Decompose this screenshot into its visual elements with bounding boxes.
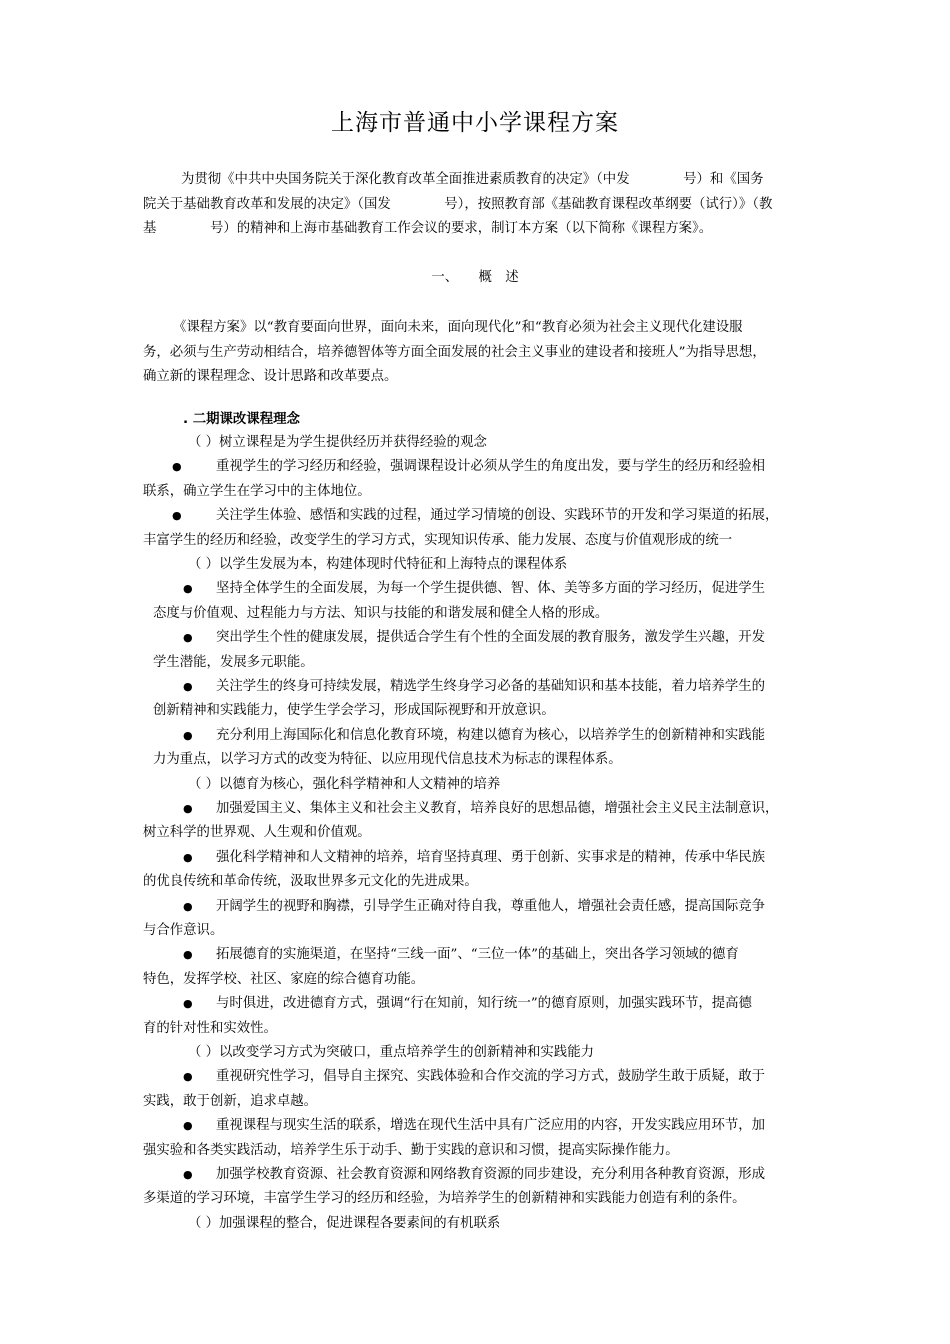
- list-item-text: 加强学校教育资源、社会教育资源和网络教育资源的同步建设，充分利用各种教育资源，形成: [216, 1167, 766, 1182]
- list-item-text: 关注学生体验、感悟和实践的过程，通过学习情境的创设、实践环节的开发和学习渠道的拓展，: [216, 508, 779, 524]
- list-item-text: 育的针对性和实效性。: [143, 1020, 277, 1036]
- list-item-text: 多渠道的学习环境，丰富学生学习的经历和经验，为培养学生的创新精神和实践能力创造有利的条件。: [143, 1191, 746, 1207]
- overview-line: 务，必须与生产劳动相结合，培养德智体等方面全面发展的社会主义事业的建设者和接班人”为指导思想，: [143, 344, 766, 360]
- page-title: 上海市普通中小学课程方案: [331, 110, 619, 136]
- overview-line: 《课程方案》以“教育要面向世界，面向未来，面向现代化”和“教育必须为社会主义现代化建设服: [173, 320, 743, 335]
- list-item-text: 的优良传统和革命传统，汲取世界多元文化的先进成果。: [143, 874, 478, 890]
- bullet-icon: ●: [183, 582, 193, 596]
- list-item-text: 联系，确立学生在学习中的主体地位。: [143, 483, 371, 499]
- bullet-icon: ●: [183, 631, 193, 645]
- list-item-text: 与时俱进，改进德育方式，强调“行在知前，知行统一”的德育原则，加强实践环节，提高德: [216, 996, 752, 1012]
- bullet-icon: ●: [183, 850, 193, 864]
- list-item-text: 丰富学生的经历和经验，改变学生的学习方式，实现知识传承、能力发展、态度与价值观形成的统一: [143, 532, 733, 548]
- list-item-text: 特色，发挥学校、社区、家庭的综合德育功能。: [143, 971, 425, 987]
- bullet-icon: ●: [183, 948, 193, 962]
- subheading: . 二期课改课程理念: [183, 412, 300, 427]
- list-item-text: 重视学生的学习经历和经验，强调课程设计必须从学生的角度出发，要与学生的经历和经验相: [216, 459, 766, 475]
- list-heading: （ ）以改变学习方式为突破口，重点培养学生的创新精神和实践能力: [188, 1045, 594, 1060]
- list-item-text: 强化科学精神和人文精神的培养，培育坚持真理、勇于创新、实事求是的精神，传承中华民族: [216, 849, 766, 865]
- bullet-icon: ●: [183, 1168, 193, 1181]
- list-item-text: 学生潜能，发展多元职能。: [153, 654, 314, 670]
- list-item-text: 拓展德育的实施渠道，在坚持“三线一面”、“三位一体”的基础上，突出各学习领域的德育: [216, 947, 739, 963]
- bullet-icon: ●: [183, 1070, 193, 1084]
- bullet-icon: ●: [183, 899, 193, 913]
- list-item-text: 态度与价值观、过程能力与方法、知识与技能的和谐发展和健全人格的形成。: [153, 605, 609, 621]
- list-item-text: 重视课程与现实生活的联系，增选在现代生活中具有广泛应用的内容，开发实践应用环节，加: [216, 1118, 766, 1134]
- list-item-text: 突出学生个性的健康发展，提供适合学生有个性的全面发展的教育服务，激发学生兴趣，开发: [216, 630, 766, 646]
- list-item-text: 创新精神和实践能力，使学生学会学习，形成国际视野和开放意识。: [153, 703, 555, 719]
- list-heading: （ ）加强课程的整合，促进课程各要素间的有机联系: [188, 1215, 501, 1231]
- intro-line: 为贯彻《中共中央国务院关于深化教育改革全面推进素质教育的决定》（中发 号）和《国务: [181, 172, 764, 187]
- bullet-icon: ●: [183, 997, 193, 1011]
- bullet-icon: ●: [183, 728, 193, 742]
- list-item-text: 实践，敢于创新，追求卓越。: [143, 1093, 318, 1109]
- list-heading: （ ）树立课程是为学生提供经历并获得经验的观念: [188, 435, 487, 450]
- bullet-icon: ●: [183, 680, 193, 693]
- list-item-text: 充分利用上海国际化和信息化教育环境，构建以德育为核心，以培养学生的创新精神和实践能: [216, 727, 766, 743]
- list-item-text: 关注学生的终身可持续发展，精选学生终身学习必备的基础知识和基本技能，着力培养学生的: [216, 679, 766, 694]
- overview-line: 确立新的课程理念、设计思路和改革要点。: [143, 369, 398, 384]
- bullet-icon: ●: [172, 509, 182, 523]
- section-heading: [0, 266, 950, 285]
- list-item-text: 强实验和各类实践活动，培养学生乐于动手、勤于实践的意识和习惯，提高实际操作能力。: [143, 1142, 679, 1158]
- list-item-text: 与合作意识。: [143, 923, 224, 938]
- section-title: 概 述: [478, 270, 519, 285]
- list-item-text: 坚持全体学生的全面发展，为每一个学生提供德、智、体、美等多方面的学习经历，促进学生: [216, 581, 766, 597]
- section-number: 一、: [431, 270, 459, 285]
- list-heading: （ ）以德育为核心，强化科学精神和人文精神的培养: [188, 776, 501, 792]
- list-item-text: 加强爱国主义、集体主义和社会主义教育，培养良好的思想品德，增强社会主义民主法制意识，: [216, 801, 779, 816]
- intro-line: 基 号）的精神和上海市基础教育工作会议的要求，制订本方案（以下简称《课程方案》。: [143, 221, 713, 236]
- overview-paragraph: [143, 316, 810, 390]
- list-heading: （ ）以学生发展为本，构建体现时代特征和上海特点的课程体系: [188, 557, 568, 572]
- intro-line: 院关于基础教育改革和发展的决定》（国发 号），按照教育部《基础教育课程改革纲要（试行）》（教: [143, 196, 773, 212]
- list-item-text: 力为重点，以学习方式的改变为特征、以应用现代信息技术为标志的课程体系。: [153, 752, 622, 768]
- list-item-text: 重视研究性学习，倡导自主探究、实践体验和合作交流的学习方式，鼓励学生敢于质疑，敢于: [216, 1069, 766, 1085]
- bullet-icon: ●: [183, 1119, 193, 1133]
- bullet-icon: ●: [183, 802, 193, 815]
- bullet-icon: ●: [172, 460, 182, 474]
- intro-paragraph: [143, 168, 810, 242]
- list-item-text: 树立科学的世界观、人生观和价值观。: [143, 825, 371, 841]
- list-item-text: 开阔学生的视野和胸襟，引导学生正确对待自我，尊重他人，增强社会责任感，提高国际竞争: [216, 898, 766, 914]
